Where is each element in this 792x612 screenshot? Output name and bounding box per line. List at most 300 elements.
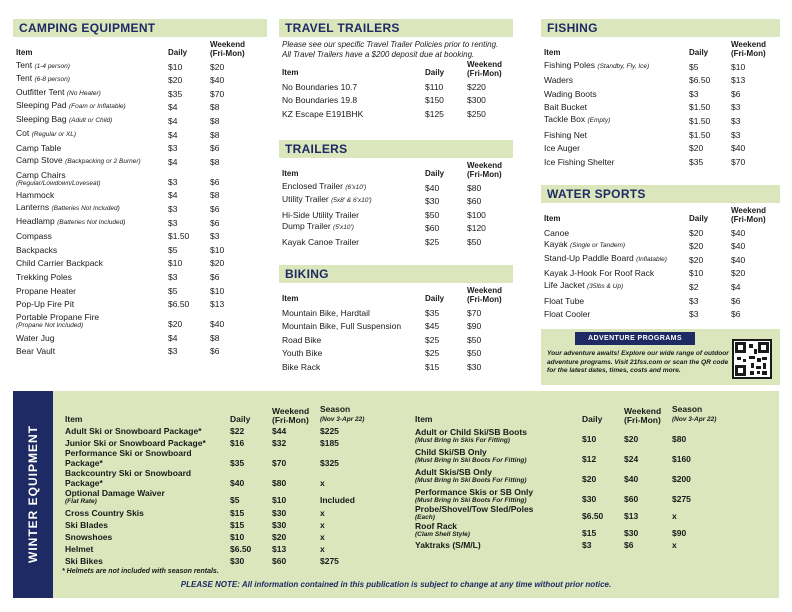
price-season: x bbox=[320, 544, 325, 555]
adventure-programs-box bbox=[541, 329, 780, 385]
item-name: No Boundaries 19.8 bbox=[282, 95, 358, 106]
table-row bbox=[62, 518, 392, 530]
col-daily: Daily bbox=[230, 414, 251, 424]
travel-trailers-table bbox=[279, 61, 513, 119]
item-name: Camp Table bbox=[16, 143, 62, 154]
price-daily: $4 bbox=[168, 102, 178, 113]
table-row bbox=[279, 92, 513, 106]
item-name: KZ Escape E191BHK bbox=[282, 108, 364, 119]
table-row bbox=[541, 224, 780, 238]
item-name: Canoe bbox=[544, 227, 570, 238]
price-season: x bbox=[672, 540, 677, 551]
price-daily: $20 bbox=[689, 254, 704, 265]
price-season: x bbox=[672, 511, 677, 521]
trailers-section bbox=[279, 140, 513, 247]
item-name: Compass bbox=[16, 231, 52, 242]
price-weekend: $220 bbox=[467, 81, 486, 92]
item-name: Cot (Regular or XL) bbox=[16, 127, 77, 138]
winter-equipment-title: WINTER EQUIPMENT bbox=[26, 425, 40, 563]
price-weekend: $50 bbox=[467, 334, 482, 345]
price-daily: $1.50 bbox=[689, 115, 711, 126]
col-weekend: Weekend (Fri-Mon) bbox=[731, 40, 766, 58]
price-weekend: $10 bbox=[210, 285, 225, 296]
price-daily: $4 bbox=[168, 115, 178, 126]
item-name: Ski Blades bbox=[65, 519, 108, 530]
item-name: Yaktraks (S/M/L) bbox=[415, 540, 481, 551]
price-daily: $30 bbox=[425, 196, 440, 207]
price-daily: $4 bbox=[168, 129, 178, 140]
price-daily: $6.50 bbox=[582, 511, 604, 521]
item-name: Sleeping Pad (Foam or Inflatable) bbox=[16, 100, 126, 111]
price-weekend: $70 bbox=[467, 307, 482, 318]
col-item: Item bbox=[282, 294, 299, 303]
table-row bbox=[13, 99, 267, 113]
col-daily: Daily bbox=[425, 68, 445, 77]
travel-trailers-section bbox=[279, 19, 513, 119]
item-name: Helmet bbox=[65, 544, 94, 555]
price-weekend: $40 bbox=[731, 241, 746, 252]
price-daily: $6.50 bbox=[689, 75, 711, 86]
table-row bbox=[13, 187, 267, 201]
price-weekend: $32 bbox=[272, 438, 287, 449]
item-name: No Boundaries 10.7 bbox=[282, 81, 358, 92]
price-daily: $125 bbox=[425, 108, 444, 119]
price-weekend: $90 bbox=[467, 321, 482, 332]
table-row bbox=[412, 424, 732, 444]
price-season: $325 bbox=[320, 458, 339, 469]
item-name: Enclosed Trailer (6'x10') bbox=[282, 180, 367, 191]
price-daily: $3 bbox=[168, 271, 178, 282]
travel-trailers-title: TRAVEL TRAILERS bbox=[279, 19, 513, 37]
price-daily: $35 bbox=[425, 307, 440, 318]
item-name: Camp Chairs (Regular/Lowdown/Loveseat) bbox=[16, 169, 101, 187]
price-daily: $4 bbox=[168, 332, 178, 343]
price-daily: $15 bbox=[425, 361, 440, 372]
item-name: Fishing Poles (Standby, Fly, Ice) bbox=[544, 59, 650, 70]
item-name: Pop-Up Fire Pit bbox=[16, 299, 75, 310]
price-daily: $5 bbox=[168, 285, 178, 296]
price-weekend: $6 bbox=[210, 271, 220, 282]
item-name: Stand-Up Paddle Board (Inflatable) bbox=[544, 252, 667, 263]
camping-title: CAMPING EQUIPMENT bbox=[13, 19, 267, 37]
price-weekend: $10 bbox=[272, 495, 287, 506]
winter-right-table bbox=[412, 405, 732, 550]
price-daily: $3 bbox=[168, 143, 178, 154]
price-daily: $1.50 bbox=[168, 231, 190, 242]
price-daily: $5 bbox=[689, 61, 699, 72]
price-daily: $15 bbox=[230, 519, 245, 530]
table-row bbox=[541, 292, 780, 306]
price-daily: $15 bbox=[230, 507, 245, 518]
col-item: Item bbox=[65, 414, 83, 424]
col-item: Item bbox=[16, 48, 33, 57]
item-name: Portable Propane Fire (Propane Not Included) bbox=[16, 312, 100, 330]
item-name: Bait Bucket bbox=[544, 102, 587, 113]
item-name: Probe/Shovel/Tow Sled/Poles (Each) bbox=[415, 504, 534, 521]
price-weekend: $13 bbox=[624, 511, 639, 521]
table-row bbox=[279, 345, 513, 359]
price-weekend: $60 bbox=[624, 494, 639, 504]
price-daily: $16 bbox=[230, 438, 245, 449]
table-row bbox=[541, 306, 780, 320]
item-name: Dump Trailer (5'x10') bbox=[282, 221, 354, 232]
biking-section bbox=[279, 265, 513, 372]
price-weekend: $6 bbox=[210, 217, 220, 228]
footer-note: PLEASE NOTE: All information contained in this publication is subject to change at any time without prior notice. bbox=[180, 580, 612, 589]
col-daily: Daily bbox=[582, 414, 603, 424]
adventure-programs-title: ADVENTURE PROGRAMS bbox=[575, 332, 695, 345]
item-name: Float Cooler bbox=[544, 309, 591, 320]
price-weekend: $13 bbox=[272, 544, 287, 555]
item-name: Optional Damage Waiver (Flat Rate) bbox=[65, 488, 165, 506]
item-name: Bike Rack bbox=[282, 361, 321, 372]
table-row bbox=[62, 448, 392, 468]
item-name: Hi-Side Utility Trailer bbox=[282, 209, 359, 220]
item-name: Kayak (Single or Tandem) bbox=[544, 239, 626, 250]
item-name: Wading Boots bbox=[544, 88, 597, 99]
col-item: Item bbox=[282, 169, 299, 178]
price-weekend: $30 bbox=[272, 507, 287, 518]
price-daily: $20 bbox=[689, 227, 704, 238]
price-weekend: $6 bbox=[731, 88, 741, 99]
price-daily: $22 bbox=[230, 426, 245, 437]
price-daily: $35 bbox=[230, 458, 245, 469]
price-weekend: $30 bbox=[467, 361, 482, 372]
item-name: Tent (1-4 person) bbox=[16, 59, 70, 70]
winter-left-table bbox=[62, 405, 392, 566]
price-weekend: $300 bbox=[467, 95, 486, 106]
camping-table bbox=[13, 41, 267, 356]
col-weekend: Weekend (Fri-Mon) bbox=[210, 40, 245, 58]
adventure-programs-text: Your adventure awaits! Explore our wide range of outdoor adventure programs. Visit 21fss.com or scan the QR code for the latest dates, times, costs and more. bbox=[547, 350, 729, 374]
price-weekend: $120 bbox=[467, 223, 486, 234]
item-name: Ice Auger bbox=[544, 143, 580, 154]
col-item: Item bbox=[282, 68, 299, 77]
item-name: Junior Ski or Snowboard Package* bbox=[65, 438, 206, 449]
col-weekend: Weekend (Fri-Mon) bbox=[467, 161, 502, 179]
price-daily: $45 bbox=[425, 321, 440, 332]
fishing-table bbox=[541, 41, 780, 167]
price-daily: $1.50 bbox=[689, 102, 711, 113]
item-name: Adult Ski or Snowboard Package* bbox=[65, 426, 202, 437]
price-daily: $40 bbox=[425, 182, 440, 193]
table-row bbox=[541, 140, 780, 154]
table-row bbox=[62, 488, 392, 505]
item-name: Road Bike bbox=[282, 334, 322, 345]
table-row bbox=[13, 153, 267, 167]
price-weekend: $13 bbox=[731, 75, 746, 86]
item-name: Utility Trailer (5x8' & 6'x10') bbox=[282, 194, 372, 205]
price-weekend: $40 bbox=[731, 254, 746, 265]
price-daily: $6.50 bbox=[168, 299, 190, 310]
price-daily: $5 bbox=[168, 244, 178, 255]
price-weekend: $40 bbox=[731, 143, 746, 154]
table-row bbox=[279, 193, 513, 207]
item-name: Backcountry Ski or Snowboard Package* bbox=[65, 468, 192, 489]
table-row bbox=[13, 126, 267, 140]
water-sports-section bbox=[541, 185, 780, 319]
camping-section bbox=[13, 19, 267, 356]
table-row bbox=[13, 343, 267, 357]
item-name: Performance Skis or SB Only (Must Bring In Ski Boots For Fitting) bbox=[415, 487, 534, 504]
price-weekend: $8 bbox=[210, 156, 220, 167]
winter-right-section bbox=[412, 405, 732, 550]
fishing-title: FISHING bbox=[541, 19, 780, 37]
price-daily: $20 bbox=[689, 241, 704, 252]
price-daily: $30 bbox=[582, 494, 597, 504]
table-row bbox=[412, 444, 732, 464]
price-daily: $40 bbox=[230, 478, 245, 489]
item-name: Adult Skis/SB Only (Must Bring In Ski Boots For Fitting) bbox=[415, 467, 527, 484]
table-row bbox=[412, 484, 732, 504]
price-daily: $10 bbox=[230, 531, 245, 542]
table-row bbox=[412, 504, 732, 521]
price-daily: $10 bbox=[689, 268, 704, 279]
table-row bbox=[62, 530, 392, 542]
price-season: x bbox=[320, 507, 325, 518]
table-row bbox=[541, 251, 780, 265]
item-name: Performance Ski or Snowboard Package* bbox=[65, 448, 192, 469]
item-name: Float Tube bbox=[544, 295, 585, 306]
trailers-table bbox=[279, 162, 513, 247]
helmet-note: * Helmets are not included with season rentals. bbox=[62, 568, 219, 576]
price-weekend: $10 bbox=[731, 61, 746, 72]
price-weekend: $6 bbox=[210, 346, 220, 357]
price-daily: $10 bbox=[582, 434, 597, 444]
item-name: Sleeping Bag (Adult or Child) bbox=[16, 113, 113, 124]
price-daily: $15 bbox=[582, 528, 597, 538]
price-weekend: $6 bbox=[624, 540, 634, 551]
table-row bbox=[13, 255, 267, 269]
price-daily: $25 bbox=[425, 334, 440, 345]
table-row bbox=[279, 233, 513, 247]
table-row bbox=[13, 228, 267, 242]
item-name: Kayak J-Hook For Roof Rack bbox=[544, 268, 655, 279]
table-row bbox=[279, 304, 513, 318]
price-weekend: $20 bbox=[210, 61, 225, 72]
table-row bbox=[13, 200, 267, 214]
price-daily: $60 bbox=[425, 223, 440, 234]
price-daily: $20 bbox=[582, 474, 597, 484]
table-row bbox=[13, 309, 267, 329]
price-daily: $10 bbox=[168, 61, 183, 72]
item-name: Adult or Child Ski/SB Boots (Must Bring In Skis For Fitting) bbox=[415, 427, 527, 444]
table-row bbox=[541, 72, 780, 86]
price-weekend: $3 bbox=[731, 129, 741, 140]
winter-left-section bbox=[62, 405, 392, 575]
water-sports-table bbox=[541, 207, 780, 319]
price-weekend: $100 bbox=[467, 209, 486, 220]
table-row bbox=[279, 206, 513, 220]
price-weekend: $3 bbox=[731, 102, 741, 113]
item-name: Mountain Bike, Full Suspension bbox=[282, 321, 402, 332]
price-weekend: $44 bbox=[272, 426, 287, 437]
table-row bbox=[279, 331, 513, 345]
price-weekend: $50 bbox=[467, 236, 482, 247]
table-row bbox=[13, 112, 267, 126]
price-weekend: $6 bbox=[210, 203, 220, 214]
table-row bbox=[279, 220, 513, 234]
item-name: Lanterns (Batteries Not Included) bbox=[16, 201, 120, 212]
price-weekend: $6 bbox=[731, 309, 741, 320]
item-name: Outfitter Tent (No Heater) bbox=[16, 86, 101, 97]
price-daily: $1.50 bbox=[689, 129, 711, 140]
table-row bbox=[279, 78, 513, 92]
price-daily: $2 bbox=[689, 281, 699, 292]
price-daily: $6.50 bbox=[230, 544, 252, 555]
col-daily: Daily bbox=[689, 214, 709, 223]
price-season: $80 bbox=[672, 434, 687, 444]
price-daily: $3 bbox=[689, 309, 699, 320]
price-daily: $3 bbox=[582, 540, 592, 551]
biking-title: BIKING bbox=[279, 265, 513, 283]
price-weekend: $250 bbox=[467, 108, 486, 119]
price-season: $160 bbox=[672, 454, 691, 464]
price-weekend: $8 bbox=[210, 102, 220, 113]
price-daily: $30 bbox=[230, 556, 245, 567]
price-weekend: $8 bbox=[210, 332, 220, 343]
price-weekend: $8 bbox=[210, 129, 220, 140]
qr-code-icon[interactable] bbox=[732, 339, 772, 379]
table-row bbox=[541, 153, 780, 167]
price-weekend: $8 bbox=[210, 115, 220, 126]
col-item: Item bbox=[544, 48, 561, 57]
price-weekend: $40 bbox=[731, 227, 746, 238]
table-row bbox=[279, 105, 513, 119]
price-weekend: $80 bbox=[272, 478, 287, 489]
price-weekend: $3 bbox=[731, 115, 741, 126]
price-daily: $25 bbox=[425, 236, 440, 247]
price-weekend: $24 bbox=[624, 454, 639, 464]
table-row bbox=[541, 238, 780, 252]
col-daily: Daily bbox=[689, 48, 709, 57]
table-row bbox=[13, 282, 267, 296]
price-weekend: $20 bbox=[272, 531, 287, 542]
table-row bbox=[13, 214, 267, 228]
col-weekend: Weekend (Fri-Mon) bbox=[467, 60, 502, 78]
price-weekend: $30 bbox=[272, 519, 287, 530]
price-weekend: $4 bbox=[731, 281, 741, 292]
col-daily: Daily bbox=[168, 48, 188, 57]
table-row bbox=[62, 554, 392, 566]
price-season: x bbox=[320, 519, 325, 530]
table-row bbox=[13, 241, 267, 255]
table-row bbox=[62, 424, 392, 436]
item-name: Ice Fishing Shelter bbox=[544, 156, 615, 167]
price-weekend: $6 bbox=[210, 176, 220, 187]
price-season: $90 bbox=[672, 528, 687, 538]
price-daily: $3 bbox=[168, 203, 178, 214]
price-season: x bbox=[320, 478, 325, 489]
price-season: $225 bbox=[320, 426, 339, 437]
price-daily: $5 bbox=[230, 495, 240, 506]
price-daily: $25 bbox=[425, 348, 440, 359]
item-name: Trekking Poles bbox=[16, 271, 72, 282]
price-daily: $50 bbox=[425, 209, 440, 220]
price-weekend: $13 bbox=[210, 299, 225, 310]
price-weekend: $50 bbox=[467, 348, 482, 359]
item-name: Waders bbox=[544, 75, 573, 86]
price-weekend: $20 bbox=[624, 434, 639, 444]
item-name: Kayak Canoe Trailer bbox=[282, 236, 360, 247]
price-daily: $110 bbox=[425, 81, 444, 92]
table-row bbox=[62, 436, 392, 448]
col-season: Season (Nov 3-Apr 22) bbox=[672, 404, 717, 423]
item-name: Backpacks bbox=[16, 244, 58, 255]
price-season: $275 bbox=[320, 556, 339, 567]
table-row bbox=[279, 358, 513, 372]
price-season: $185 bbox=[320, 438, 339, 449]
price-daily: $10 bbox=[168, 258, 183, 269]
table-row bbox=[412, 521, 732, 538]
water-sports-title: WATER SPORTS bbox=[541, 185, 780, 203]
price-daily: $4 bbox=[168, 156, 178, 167]
table-row bbox=[62, 468, 392, 488]
item-name: Child Carrier Backpack bbox=[16, 258, 103, 269]
price-weekend: $60 bbox=[467, 196, 482, 207]
price-weekend: $6 bbox=[210, 143, 220, 154]
travel-trailers-note: Please see our specific Travel Trailer Policies prior to renting. All Travel Trailers have a $200 deposit due at booking. bbox=[282, 40, 499, 59]
col-item: Item bbox=[544, 214, 561, 223]
price-daily: $20 bbox=[689, 143, 704, 154]
table-row bbox=[13, 329, 267, 343]
col-daily: Daily bbox=[425, 294, 445, 303]
price-weekend: $30 bbox=[624, 528, 639, 538]
table-row bbox=[13, 268, 267, 282]
price-daily: $35 bbox=[168, 88, 183, 99]
table-row bbox=[412, 464, 732, 484]
price-weekend: $10 bbox=[210, 244, 225, 255]
table-row bbox=[541, 278, 780, 292]
table-row bbox=[279, 318, 513, 332]
col-item: Item bbox=[415, 414, 433, 424]
price-weekend: $60 bbox=[272, 556, 287, 567]
price-season: Included bbox=[320, 495, 355, 506]
price-weekend: $40 bbox=[210, 75, 225, 86]
table-row bbox=[62, 505, 392, 517]
price-daily: $20 bbox=[168, 75, 183, 86]
price-weekend: $20 bbox=[210, 258, 225, 269]
item-name: Life Jacket (35lbs & Up) bbox=[544, 279, 624, 290]
table-row bbox=[412, 538, 732, 550]
table-row bbox=[541, 265, 780, 279]
item-name: Tackle Box (Empty) bbox=[544, 113, 611, 124]
col-weekend: Weekend (Fri-Mon) bbox=[731, 206, 766, 224]
col-weekend: Weekend (Fri-Mon) bbox=[624, 406, 662, 425]
price-weekend: $70 bbox=[272, 458, 287, 469]
item-name: Ski Bikes bbox=[65, 556, 103, 567]
col-daily: Daily bbox=[425, 169, 445, 178]
table-row bbox=[541, 58, 780, 72]
price-weekend: $80 bbox=[467, 182, 482, 193]
price-season: $275 bbox=[672, 494, 691, 504]
price-daily: $3 bbox=[168, 217, 178, 228]
table-row bbox=[541, 99, 780, 113]
item-name: Snowshoes bbox=[65, 531, 113, 542]
price-weekend: $20 bbox=[731, 268, 746, 279]
col-weekend: Weekend (Fri-Mon) bbox=[272, 406, 310, 425]
item-name: Water Jug bbox=[16, 332, 55, 343]
price-weekend: $40 bbox=[624, 474, 639, 484]
item-name: Propane Heater bbox=[16, 285, 77, 296]
table-row bbox=[13, 167, 267, 187]
item-name: Headlamp (Batteries Not Included) bbox=[16, 215, 126, 226]
table-row bbox=[541, 112, 780, 126]
price-daily: $12 bbox=[582, 454, 597, 464]
table-row bbox=[541, 126, 780, 140]
item-name: Child Ski/SB Only (Must Bring In Ski Boots For Fitting) bbox=[415, 447, 527, 464]
price-daily: $150 bbox=[425, 95, 444, 106]
